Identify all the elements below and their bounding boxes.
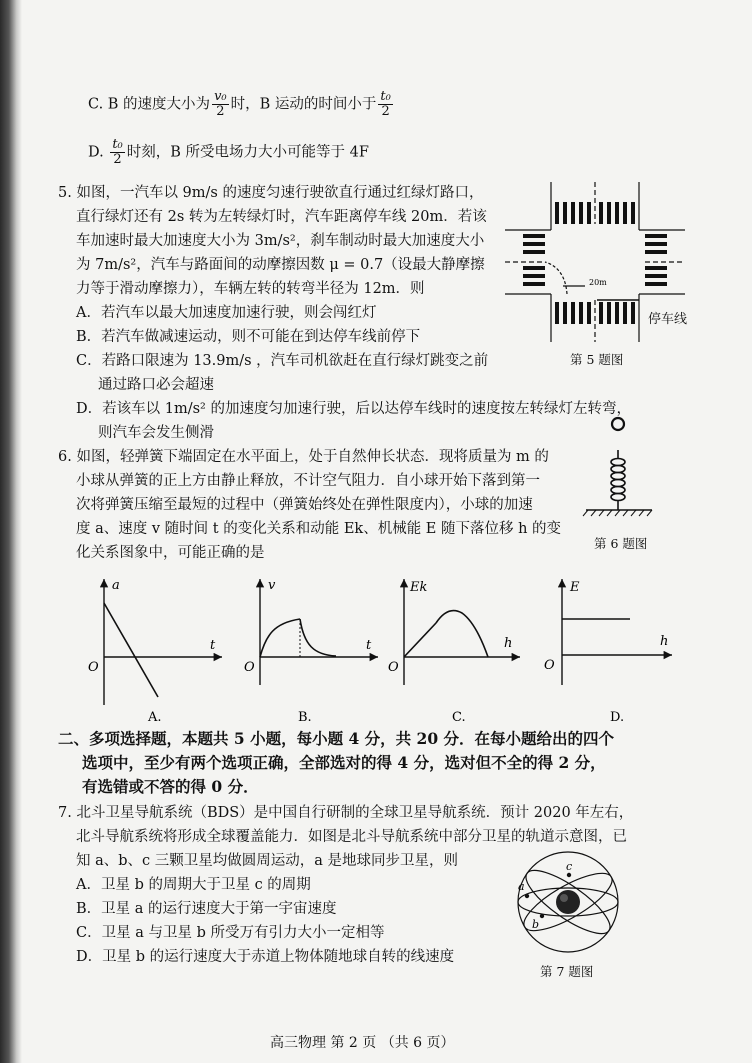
q7-option-b: B．卫星 a 的运行速度大于第一宇宙速度: [76, 901, 337, 917]
q5-option-d-cont: 则汽车会发生侧滑: [98, 425, 214, 441]
section2-line-1: 二、多项选择题，本题共 5 小题，每小题 4 分，共 20 分．在每小题给出的四个: [58, 729, 615, 748]
q6-line-2: 小球从弹簧的正上方由静止释放，不计空气阻力．自小球开始下落到第一: [76, 473, 540, 489]
page-footer: 高三物理 第 2 页 （共 6 页）: [270, 1035, 455, 1051]
q5-line-4: 为 7m/s²，汽车与路面间的动摩擦因数 μ = 0.7（设最大静摩擦: [76, 257, 485, 273]
graph-d-origin: O: [544, 658, 555, 673]
graph-c-option: C.: [452, 710, 466, 725]
figure-6-caption: 第 6 题图: [594, 536, 648, 551]
graph-a: [88, 575, 228, 725]
q7-line-3: 知 a、b、c 三颗卫星均做圆周运动，a 是地球同步卫星，则: [76, 853, 459, 869]
q5-line-3: 车加速时最大加速度大小为 3m/s²，刹车制动时最大加速度大小: [76, 233, 485, 249]
figure-7-caption: 第 7 题图: [540, 964, 594, 979]
graph-a-origin: O: [88, 660, 99, 675]
q5-line-5: 力等于滑动摩擦力），车辆左转的转弯半径为 12m．则: [76, 281, 425, 297]
q4-option-d: D. $\frac{\text{t₀}}{2}$ 时刻，B 所受电场力大小可能等于 4F: [88, 137, 369, 167]
q4-option-c: C. B 的速度大小为 $\frac{\text{v₀}}{2}$ 时，B 运动的时间小于 $\frac{\text{t₀}}{2}$: [88, 89, 391, 119]
q5-option-b: B．若汽车做减速运动，则不可能在到达停车线前停下: [76, 329, 421, 345]
q7-line-1: 7. 北斗卫星导航系统（BDS）是中国自行研制的全球卫星导航系统．预计 2020 年左右，: [58, 805, 634, 821]
section2-line-2: 选项中，至少有两个选项正确，全部选对的得 4 分，选对但不全的得 2 分，: [82, 753, 606, 772]
graph-b-origin: O: [244, 660, 255, 675]
q7-line-2: 北斗导航系统将形成全球覆盖能力．如图是北斗导航系统中部分卫星的轨道示意图，已: [76, 829, 627, 845]
graph-d: [544, 575, 688, 725]
spring-ball-diagram: [580, 412, 660, 527]
graph-d-y-label: E: [570, 580, 580, 595]
fraction-v0-over-2: $\frac{\text{v₀}}{2}$: [214, 89, 227, 119]
q6-line-5: 化关系图象中，可能正确的是: [76, 545, 265, 561]
satellite-b-label: b: [532, 918, 540, 931]
q5-line-2: 直行绿灯还有 2s 转为左转绿灯时，汽车距离停车线 20m．若该: [76, 209, 487, 225]
stop-line-label: 停车线: [648, 312, 688, 327]
satellite-a-label: a: [518, 880, 525, 893]
graph-c-x-label: h: [504, 636, 513, 651]
satellite-orbit-diagram: [510, 848, 630, 960]
q5-option-c-cont: 通过路口必会超速: [98, 377, 214, 393]
graph-b-x-label: t: [366, 638, 372, 653]
q5-line-1: 5. 如图，一汽车以 9m/s 的速度匀速行驶欲直行通过红绿灯路口，: [58, 185, 484, 201]
graph-a-x-label: t: [210, 638, 216, 653]
fraction-t0-over-2: $\frac{\text{t₀}}{2}$: [112, 137, 123, 167]
scan-edge-shadow: [0, 0, 22, 1063]
q6-line-1: 6. 如图，轻弹簧下端固定在水平面上，处于自然伸长状态．现将质量为 m 的: [58, 449, 549, 465]
graph-d-option: D.: [610, 710, 625, 725]
q5-option-c: C．若路口限速为 13.9m/s ，汽车司机欲赶在直行绿灯跳变之前: [76, 353, 489, 369]
graph-b: [244, 575, 384, 725]
q5-option-d: D．若该车以 1m/s² 的加速度匀加速行驶，后以达停车线时的速度按左转绿灯左转弯，: [76, 401, 631, 417]
section2-line-3: 有选错或不答的得 0 分．: [82, 777, 259, 796]
q7-option-c: C．卫星 a 与卫星 b 所受万有引力大小一定相等: [76, 925, 385, 941]
dimension-label: 20m: [589, 278, 607, 287]
graph-c-origin: O: [388, 660, 399, 675]
q6-line-3: 次将弹簧压缩至最短的过程中（弹簧始终处在弹性限度内），小球的加速: [76, 497, 533, 513]
graph-b-y-label: v: [268, 578, 276, 593]
q7-option-d: D．卫星 b 的运行速度大于赤道上物体随地球自转的线速度: [76, 949, 455, 965]
satellite-c-label: c: [566, 860, 573, 873]
graph-d-x-label: h: [660, 634, 669, 649]
q7-option-a: A．卫星 b 的周期大于卫星 c 的周期: [76, 877, 311, 893]
fraction-t0-over-2: $\frac{\text{t₀}}{2}$: [380, 89, 391, 119]
q5-option-a: A．若汽车以最大加速度加速行驶，则会闯红灯: [76, 305, 377, 321]
q6-line-4: 度 a、速度 v 随时间 t 的变化关系和动能 Ek、机械能 E 随下落位移 h 的变: [76, 521, 562, 537]
graph-c-y-label: Ek: [410, 580, 428, 595]
graph-c: [388, 575, 536, 725]
figure-5-caption: 第 5 题图: [570, 352, 624, 367]
graph-a-option: A.: [148, 710, 162, 725]
graph-b-option: B.: [298, 710, 312, 725]
graph-a-y-label: a: [112, 578, 120, 593]
